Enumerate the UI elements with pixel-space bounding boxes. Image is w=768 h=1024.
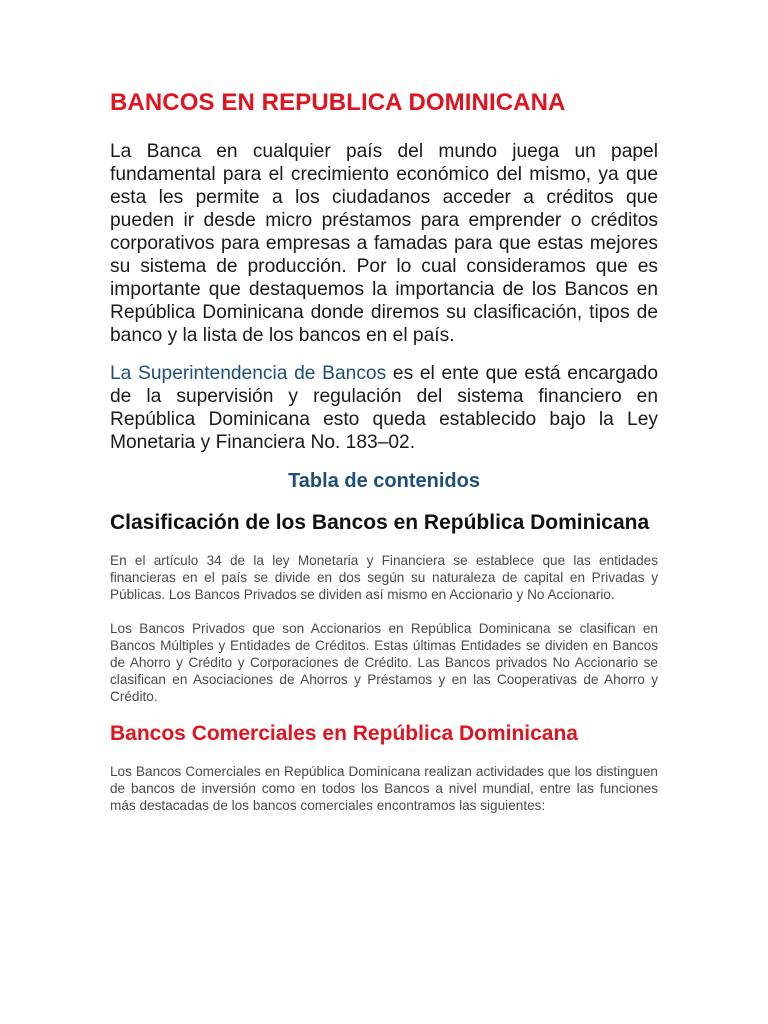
classification-paragraph-1: En el artículo 34 de la ley Monetaria y Financiera se establece que las entidades financieras en el país se divide en dos según su naturaleza de capital en Privadas y Públicas. Los Bancos Privados se dividen así mismo en Accionario y No Accionario. — [110, 553, 658, 602]
commercial-banks-paragraph: Los Bancos Comerciales en República Dominicana realizan actividades que los distinguen de bancos de inversión como en todos los Bancos a nivel mundial, entre las funciones más destacadas de los bancos comerciales encontramos las siguientes: — [110, 764, 658, 813]
document-page — [110, 88, 658, 814]
superintendencia-paragraph — [110, 362, 658, 454]
intro-paragraph: La Banca en cualquier país del mundo juega un papel fundamental para el crecimiento económico del mismo, ya que esta les permite a los ciudadanos acceder a créditos que pueden ir desde micro préstamos para emprender o créditos corporativos para empresas a famadas para que estas mejores su sistema de producción. Por lo cual consideramos que es importante que destaquemos la importancia de los Bancos en República Dominicana donde diremos su clasificación, tipos de banco y la lista de los bancos en el país. — [110, 141, 658, 346]
classification-paragraph-2: Los Bancos Privados que son Accionarios en República Dominicana se clasifican en Bancos Múltiples y Entidades de Créditos. Estas últimas Entidades se dividen en Bancos de Ahorro y Crédito y Corporaciones de Crédito. Las Bancos privados No Accionario se clasifican en Asociaciones de Ahorros y Préstamos y en las Cooperativas de Ahorro y Crédito. — [110, 621, 658, 704]
superintendencia-link[interactable]: La Superintendencia de Bancos — [110, 363, 387, 384]
superintendencia-text: es el ente que está encargado de la supervisión y regulación del sistema financiero en República Dominicana esto queda establecido bajo la Ley Monetaria y Financiera No. 183–02. — [110, 363, 658, 453]
table-of-contents-heading: Tabla de contenidos — [288, 470, 480, 492]
section-classification-heading: Clasificación de los Bancos en República Dominicana — [110, 511, 650, 534]
section-commercial-banks-heading: Bancos Comerciales en República Dominicana — [110, 722, 578, 745]
document-title: BANCOS EN REPUBLICA DOMINICANA — [110, 89, 566, 116]
